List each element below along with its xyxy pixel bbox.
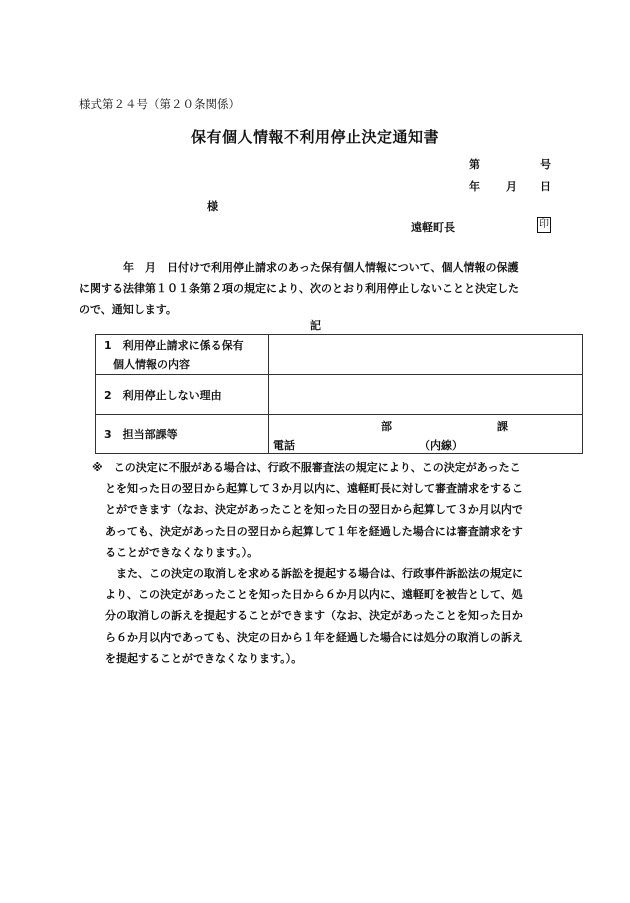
note-line: ※ この決定に不服がある場合は、行政不服審査法の規定により、この決定があったこ (92, 461, 521, 474)
seal-mark: 印 (537, 217, 551, 233)
phone-label: 電話 (273, 439, 295, 452)
note-line: あっても、決定があった日の翌日から起算して１年を経過した場合には審査請求をす (105, 524, 523, 538)
document-title: 保有個人情報不利用停止決定通知書 (190, 128, 439, 146)
note-line: 分の取消しの訴えを提起することができます（なお、決定があったことを知った日か (105, 609, 523, 623)
number-go: 号 (540, 158, 551, 171)
date-year: 年 (469, 180, 480, 193)
date-day: 日 (540, 180, 551, 193)
date-month: 月 (506, 180, 517, 193)
issuer-title: 遠軽町長 (411, 221, 455, 234)
body-line: に関する法律第１０１条第２項の規定により、次のとおり利用停止しないことと決定した (79, 282, 519, 295)
note-line: ら６か月以内であっても、決定の日から１年を経過した場合には処分の取消しの訴え (105, 630, 523, 644)
value-cell[interactable] (269, 335, 583, 375)
row-label: 3 担当部課等 (96, 415, 269, 454)
number-dai: 第 (469, 158, 480, 171)
value-cell[interactable] (269, 375, 583, 415)
dept-label: 部 (381, 420, 392, 433)
section-label: 課 (497, 420, 508, 433)
note-line: とができます（なお、決定があったことを知った日の翌日から起算して３か月以内で (105, 503, 523, 517)
extension-label: （内線） (419, 439, 463, 452)
body-line: ので、通知します。 (79, 303, 177, 316)
ki-heading: 記 (310, 319, 321, 332)
note-line: とを知った日の翌日から起算して３か月以内に、遠軽町長に対して審査請求をするこ (105, 482, 523, 496)
table-row (96, 415, 583, 454)
note-line: ることができなくなります。）。 (105, 545, 259, 559)
form-number-label: 様式第２４号（第２０条関係） (79, 97, 240, 111)
addressee-suffix: 様 (207, 200, 218, 213)
note-line: より、この決定があったことを知った日から６か月以内に、遠軽町を被告として、処 (105, 588, 523, 602)
value-cell[interactable] (269, 415, 583, 454)
table-row (96, 375, 583, 415)
note-line: を提起することができなくなります。）。 (105, 651, 303, 665)
row-label: 2 利用停止しない理由 (96, 375, 269, 415)
body-line: 年 月 日付けで利用停止請求のあった保有個人情報について、個人情報の保護 (79, 261, 519, 274)
record-table (95, 334, 583, 454)
row-label: 1 利用停止請求に係る保有 個人情報の内容 (96, 335, 269, 375)
notes-block (92, 457, 552, 669)
table-row (96, 335, 583, 375)
notice-body (79, 257, 551, 320)
note-line: また、この決定の取消しを求める訴訟を提起する場合は、行政事件訴訟法の規定に (105, 567, 523, 581)
